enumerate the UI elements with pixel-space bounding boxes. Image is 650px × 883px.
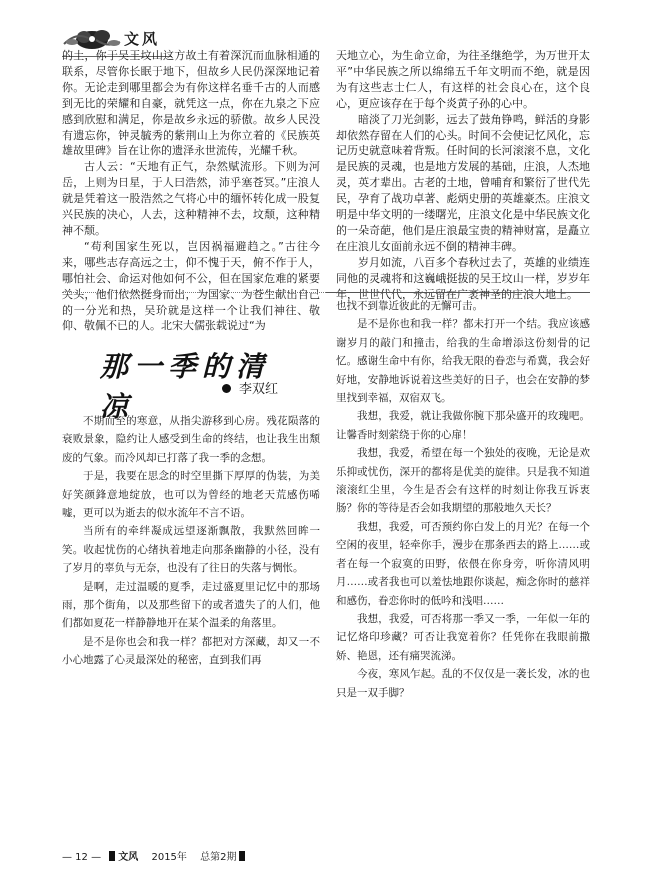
page-number: — 12 — [62, 852, 102, 863]
paragraph: 的土，你于吴王坟山这方故土有着深沉而血脉相通的联系，尽管你长眠于地下，但故乡人民仍深深地记着你。无论走到哪里都会为有你这样名垂千古的人而感到无比的荣耀和自豪，就凭这一点，你在九泉之下应感到欣慰和满足，你是故乡永远的骄傲。故乡人民没有遗忘你，钟灵毓秀的紫荆山上为你立着的《民族英雄故里碑》旨在让你的遗泽永世流传，光耀千秋。 [62, 49, 320, 158]
footer-issue: 总第2期 [200, 852, 237, 863]
header-title: 文风 [124, 30, 161, 48]
paragraph: 我想，我爱，就让我做你腕下那朵盛开的玫瑰吧。让馨香时刻萦绕于你的心扉！ [336, 410, 590, 441]
paragraph: 我想，我爱，希望在每一个独处的夜晚，无论是欢乐抑或忧伤，深开的都将是优美的旋律。只是我不知道滚滚红尘里，今生是否会有这样的时刻让你我互诉衷肠？你的等待是否会如我期望的那般地久天长？ [336, 447, 590, 515]
bullet-icon [222, 384, 231, 393]
paragraph: 不期而至的寒意，从指尖游移到心房。残花陨落的衰败景象，隐约让人感受到生命的终结，也让我生出颓废的气象。而冷风却已打落了我一季的念想。 [62, 415, 320, 464]
section-divider-solid [326, 292, 590, 293]
byline [222, 378, 278, 397]
paragraph: 我想，我爱，可否将那一季又一季，一年似一年的记忆烙印珍藏？可否让我宽着你？任凭你在我眼前撒娇、艳恩，还有痛哭流涕。 [336, 612, 590, 662]
paragraph: “苟利国家生死以，岂因祸福避趋之。”古往今来，哪些志存高远之士，仰不愧于天，俯不作于人，哪怕社会、命运对他如何不公，但在国家危难的紧要关头，他们依然挺身而出，为国家、为苍生献出自己的一分光和热，吴玠就是这样一个让我们神往、敬仰、敬佩不已的人。北宋大儒张载说过“为 [62, 239, 320, 333]
paragraph: 我想，我爱，可否预约你白发上的月光？在每一个空闲的夜里，轻牵你手，漫步在那条西去的路上……或者在每一个寂寞的田野，依偎在你身旁，听你清风明月……或者我也可以羞怯地跟你谈起，痴念你时的慈祥和感伤，眷恋你时的低吟和浅唱…… [336, 520, 590, 607]
top-article-right-column [336, 48, 590, 303]
section-divider-dotted [62, 292, 326, 293]
paragraph: 是不是你也和我一样？都未打开一个结。我应该感谢岁月的敲门和撞击，给我的生命增添这份刻骨的记忆。感谢生命中有你，给我无限的眷恋与希冀，我会好好地，安静地诉说着这些美好的日子，也会在安静的梦里找到幸福，双宿双飞。 [336, 318, 590, 405]
footer-magazine: 文风 [118, 852, 139, 863]
footer-block-icon [239, 851, 245, 861]
paragraph: 是啊，走过温暖的夏季，走过盛夏里记忆中的那场雨，那个街角，以及那些留下的或者遗失了的人们，他们都如夏花一样静静地开在某个温柔的角落里。 [62, 580, 320, 630]
bottom-article-left-column [62, 412, 320, 670]
page-footer [62, 848, 248, 863]
paragraph: 也找不到靠近彼此的无懈可击。 [336, 300, 483, 312]
footer-year: 2015年 [151, 852, 187, 863]
author-name: 李双红 [239, 382, 279, 397]
bottom-article-right-column [336, 297, 590, 702]
paragraph: 当所有的牵绊凝成远望逐渐飘散，我默然回眸一笑。收起忧伤的心绪执着地走向那条幽静的小径，没有了岁月的辜负与无奈，也没有了往日的失落与惆怅。 [62, 525, 320, 575]
paragraph: 暗淡了刀光剑影，远去了鼓角铮鸣，鲜活的身影却依然存留在人们的心头。时间不会使记忆风化，忘记历史就意味着背叛。任时间的长河滚滚不息，文化是民族的灵魂，也是地方发展的基础，庄浪，人杰地灵，英才辈出。古老的土地，曾哺育和繁衍了世代先民，孕育了战功卓著、彪炳史册的英雄豪杰。庄浪文明是中华文明的一缕曙光，庄浪文化是中华民族文化的一朵奇葩，他们是庄浪最宝贵的精神财富，是矗立在庄浪儿女面前永远不倒的精神丰碑。 [336, 112, 590, 253]
article-title: 那一季的清凉 [100, 350, 271, 423]
paragraph: 于是，我要在思念的时空里撕下厚厚的伪装，为美好笑颜鋒意地绽放，也可以为曾经的地老天荒感伤唏嘘，更可以为逝去的似水流年不言不语。 [62, 470, 320, 520]
paragraph: 今夜，寒风乍起。乱的不仅仅是一袭长发，冰的也只是一双手脚？ [336, 668, 590, 699]
paragraph: 是不是你也会和我一样？都把对方深藏，却又一不小心地露了心灵最深处的秘密，直到我们再 [62, 635, 320, 667]
paragraph: 岁月如流，八百多个春秋过去了，英雄的业绩连同他的灵魂将和这巍峨挺拔的吴王坟山一样，岁岁年年，世世代代，永远留在广袤神圣的庄浪大地上。 [336, 255, 590, 301]
footer-block-icon [109, 851, 115, 861]
paragraph: 古人云：“天地有正气，杂然赋流形。下则为河岳，上则为日星，于人曰浩然，沛乎塞苍冥。”庄浪人就是凭着这一股浩然之气将心中的缅怀转化成一股复兴民族的决心，人去，这种精神不去，坟颓，这种精神不颓。 [62, 160, 320, 237]
paragraph: 天地立心，为生命立命，为往圣继绝学，为万世开太平”中华民族之所以绵绵五千年文明而不绝，就是因为有这些志士仁人，有这样的社会良心在，这个良心，更应该存在于每个炎黄子孙的心中。 [336, 49, 590, 110]
